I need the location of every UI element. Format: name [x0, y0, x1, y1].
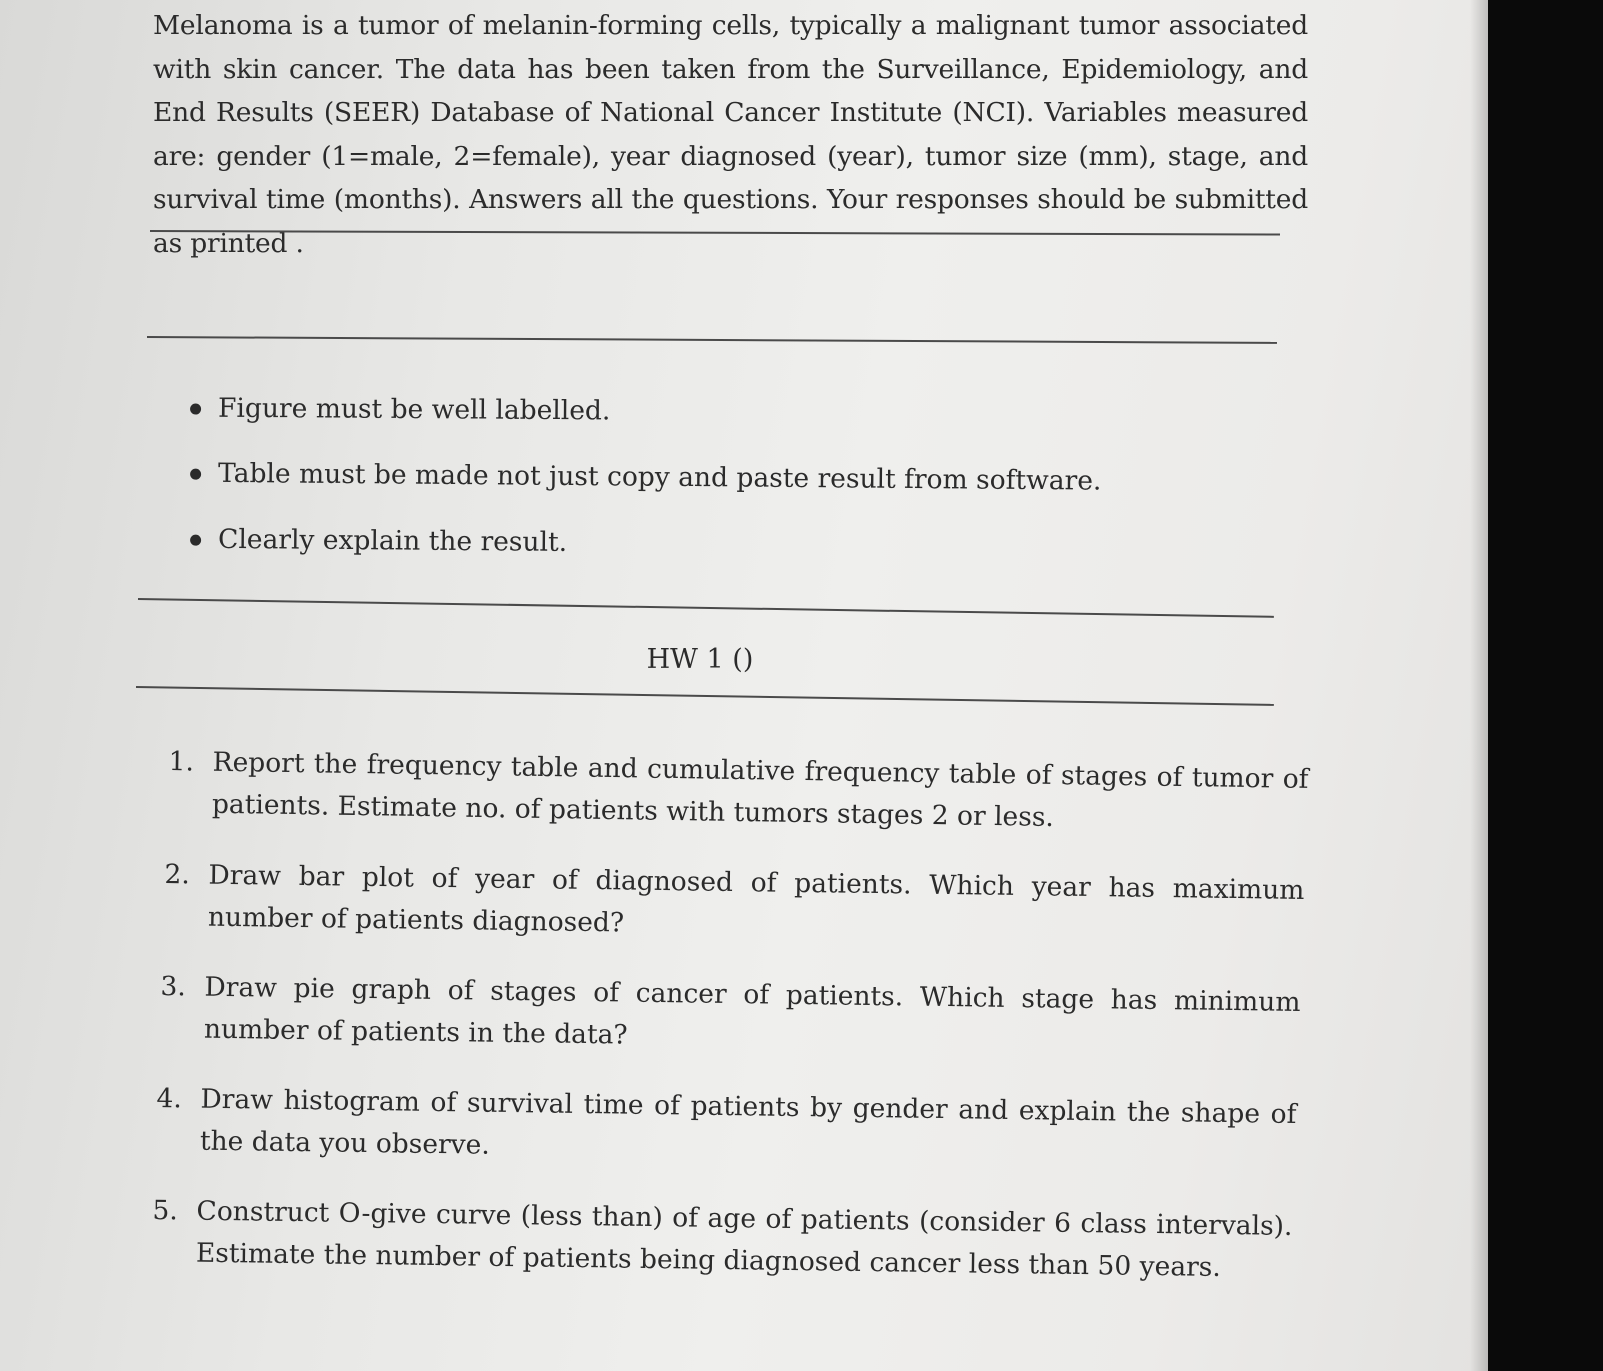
question-text: Construct O-give curve (less than) of age of patients (consider 6 class intervals). Estimate the number of patients being diagnosed cancer less than 50 years. — [195, 1195, 1293, 1283]
guideline-text: Table must be made not just copy and paste result from software. — [217, 457, 1102, 497]
question-item — [151, 1190, 1292, 1318]
question-text: Draw histogram of survival time of patients by gender and explain the shape of the data you observe. — [199, 1083, 1297, 1161]
question-text: Draw pie graph of stages of cancer of patients. Which stage has minimum number of patients in the data? — [203, 971, 1301, 1051]
question-list — [152, 746, 1309, 1310]
homework-title: HW 1 () — [646, 644, 754, 675]
guideline-text: Figure must be well labelled. — [217, 392, 611, 427]
question-text: Report the frequency table and cumulative frequency table of stages of tumor of patients. Estimate no. of patients with tumors stages 2 or less. — [211, 746, 1309, 833]
guideline-item — [190, 452, 1191, 527]
page-edge-shadow — [1470, 0, 1488, 1371]
question-item — [159, 966, 1300, 1094]
question-text: Draw bar plot of year of diagnosed of patients. Which year has maximum number of patients diagnosed? — [207, 859, 1305, 939]
divider-line — [147, 336, 1277, 344]
bullet-dot — [190, 535, 201, 546]
question-item — [163, 854, 1304, 982]
divider-line — [138, 598, 1274, 618]
guideline-item — [190, 518, 1191, 593]
question-number: 4. — [156, 1083, 183, 1115]
question-item — [167, 741, 1309, 871]
bullet-dot — [190, 469, 201, 480]
question-number: 2. — [164, 859, 191, 891]
question-number: 5. — [152, 1195, 179, 1227]
question-number: 3. — [160, 971, 187, 1003]
question-item — [155, 1078, 1296, 1206]
guideline-item — [190, 387, 1190, 460]
bullet-dot — [190, 404, 201, 415]
question-number: 1. — [168, 746, 195, 778]
intro-paragraph: Melanoma is a tumor of melanin-forming cells, typically a malignant tumor associated with skin cancer. The data has been taken from the Surveillance, Epidemiology, and End Results (SEER) Database of National Cancer Institute (NCI). Variables measured are: gender (1=male, 2=female), year diagnosed (year), tumor size (mm), stage, and survival time (months). Answers all the questions. Your responses should be submitted as printed . — [153, 10, 1308, 259]
divider-line — [136, 686, 1274, 706]
guidelines-list — [190, 390, 1190, 588]
guideline-text: Clearly explain the result. — [217, 523, 568, 558]
